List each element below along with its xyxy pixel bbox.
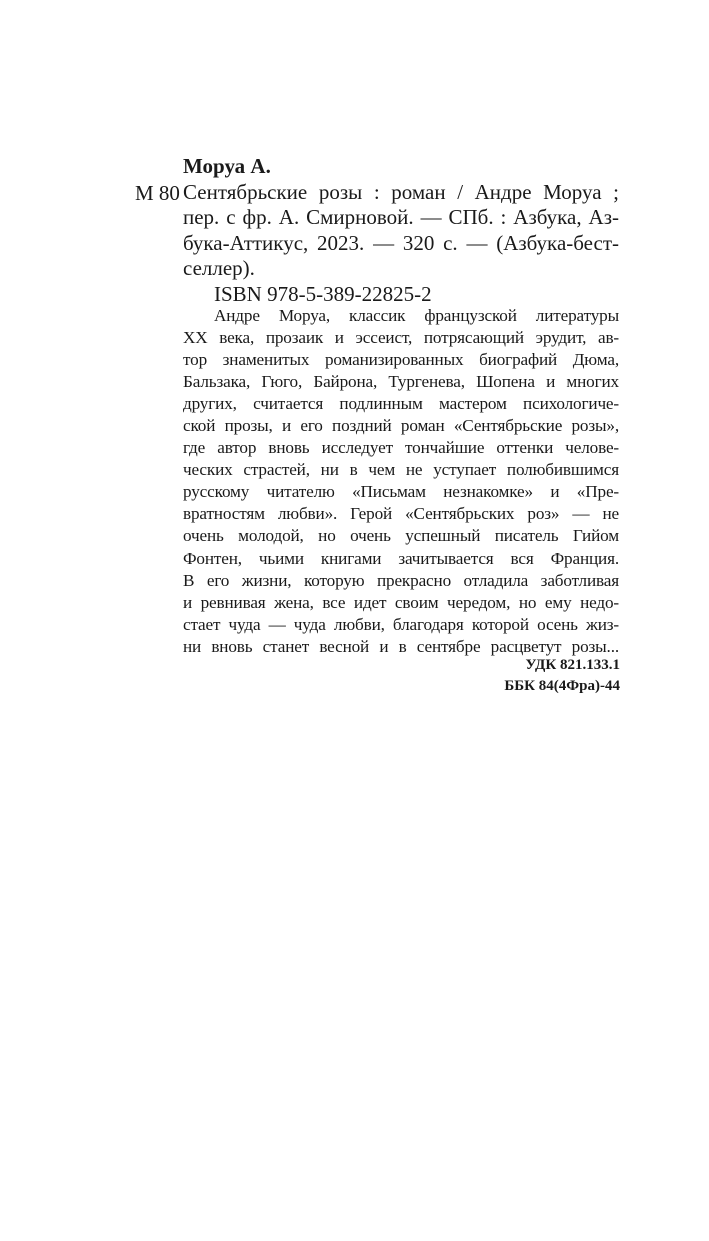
description-line: бука-Аттикус, 2023. — 320 с. — (Азбука-бест- (183, 230, 619, 255)
annotation-line: Андре Моруа, классик французской литературы (214, 306, 619, 325)
annotation-line: ской прозы, и его поздний роман «Сентябрьские розы», (183, 416, 619, 436)
annotation-line: Фонтен, чьими книгами зачитывается вся Франция. (183, 548, 619, 568)
author-sign-code: М 80 (135, 181, 180, 205)
annotation-line: ни вновь станет весной и в сентябре расцветут розы... (183, 636, 619, 656)
description-line: Сентябрьские розы : роман / Андре Моруа ; (183, 180, 619, 204)
annotation-line: других, считается подлинным мастером психологиче- (183, 394, 619, 414)
classification-indices (470, 655, 620, 697)
description-line: селлер). (183, 255, 255, 280)
isbn: ISBN 978-5-389-22825-2 (214, 282, 432, 306)
annotation-line: и ревнивая жена, все идет своим чередом, но ему недо- (183, 592, 619, 612)
author-heading: Моруа А. (183, 154, 271, 178)
udk-index: УДК 821.133.1 (525, 657, 620, 673)
annotation (183, 305, 619, 658)
annotation-line: русскому читателю «Письмам незнакомке» и «Пре- (183, 482, 619, 502)
annotation-line: Бальзака, Гюго, Байрона, Тургенева, Шопена и многих (183, 372, 619, 392)
annotation-line: где автор вновь исследует тончайшие оттенки челове- (183, 438, 619, 458)
annotation-line: тор знаменитых романизированных биографий Дюма, (183, 350, 619, 370)
bibliographic-description (183, 180, 619, 281)
bbk-index: ББК 84(4Фра)-44 (504, 678, 620, 694)
annotation-line: XX века, прозаик и эссеист, потрясающий эрудит, ав- (183, 328, 619, 348)
annotation-line: очень молодой, но очень успешный писатель Гийом (183, 526, 619, 546)
description-line: пер. с фр. А. Смирновой. — СПб. : Азбука, Аз- (183, 205, 619, 230)
annotation-line: ческих страстей, ни в чем не уступает полюбившимся (183, 460, 619, 480)
annotation-line: стает чуда — чуда любви, благодаря которой осень жиз- (183, 614, 619, 634)
annotation-line: В его жизни, которую прекрасно отладила заботливая (183, 570, 619, 590)
annotation-line: вратностям любви». Герой «Сентябрьских роз» — не (183, 504, 619, 524)
